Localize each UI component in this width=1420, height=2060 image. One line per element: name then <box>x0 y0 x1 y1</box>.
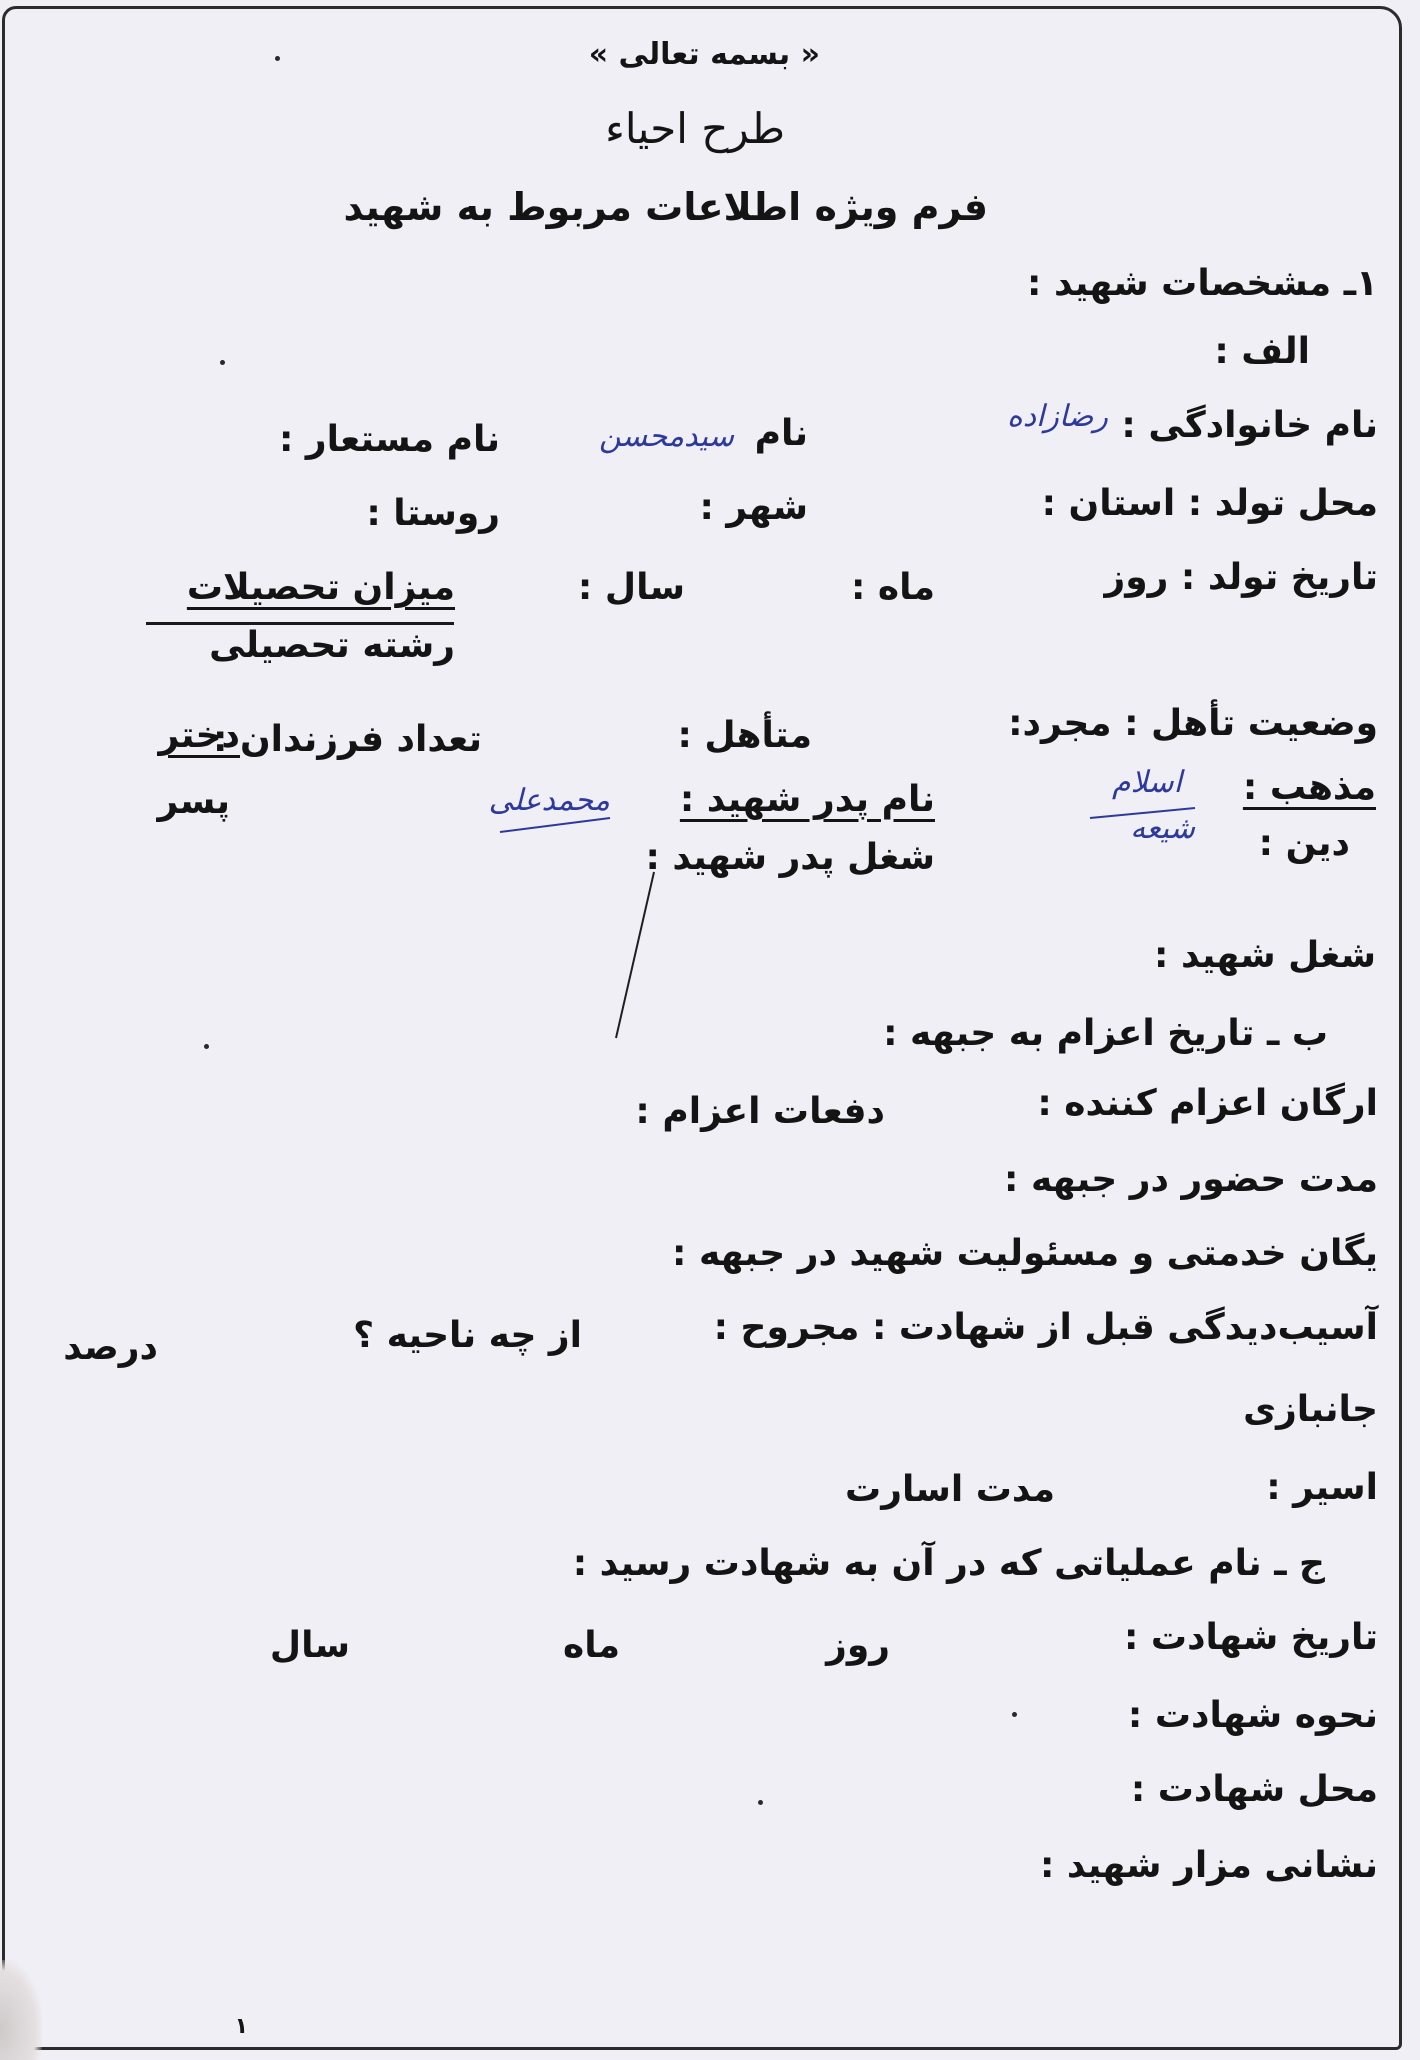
martyrdom-day-label: روز <box>826 1625 890 1666</box>
scan-speck <box>220 360 225 365</box>
field-of-study-label: رشته تحصیلی <box>209 625 455 666</box>
birthplace-label: محل تولد : استان : <box>1041 483 1378 524</box>
place-label: محل شهادت : <box>1130 1769 1378 1810</box>
first-name-value: سیدمحسن <box>599 419 734 454</box>
scan-speck <box>275 56 280 61</box>
martyrdom-year-label: سال <box>269 1625 350 1666</box>
father-name-value: محمدعلی <box>488 783 610 818</box>
sect-label: مذهب : <box>1242 767 1376 808</box>
form-title: فرم ویژه اطلاعات مربوط به شهید <box>343 185 988 229</box>
operation-label: ج ـ نام عملیاتی که در آن به شهادت رسید : <box>572 1543 1325 1584</box>
section-heading: ۱ـ مشخصات شهید : <box>1027 263 1378 304</box>
dispatch-count-label: دفعات اعزام : <box>635 1091 885 1132</box>
first-name-label: نام <box>754 413 808 454</box>
religion-value: اسلام <box>1112 765 1182 800</box>
daughter-label: دختر <box>158 715 240 756</box>
religion-label: دین : <box>1258 823 1350 864</box>
injury-label: آسیب‌دیدگی قبل از شهادت : مجروح : <box>713 1307 1378 1348</box>
last-name-label: نام خانوادگی : <box>1121 405 1378 446</box>
which-area-label: از چه ناحیه ؟ <box>353 1315 582 1356</box>
birthdate-label: تاریخ تولد : روز <box>1104 557 1378 598</box>
village-label: روستا : <box>366 493 500 534</box>
veteran-label: جانبازی <box>1243 1389 1378 1430</box>
unit-label: یگان خدمتی و مسئولیت شهید در جبهه : <box>672 1233 1378 1274</box>
percent-label: درصد <box>63 1327 158 1368</box>
son-label: پسر <box>157 781 230 822</box>
birth-month-label: ماه : <box>851 567 935 608</box>
father-name-label: نام پدر شهید : <box>679 779 935 820</box>
dispatch-org-label: ارگان اعزام کننده : <box>1037 1083 1378 1124</box>
children-label: تعداد فرزندان : <box>213 719 482 760</box>
dispatch-date-label: ب ـ تاریخ اعزام به جبهه : <box>883 1013 1328 1054</box>
alias-label: نام مستعار : <box>278 419 500 460</box>
last-name-value: رضازاده <box>1006 399 1108 434</box>
scan-speck <box>758 1800 763 1805</box>
martyr-job-label: شغل شهید : <box>1154 935 1376 976</box>
martyrdom-month-label: ماه <box>562 1625 620 1666</box>
manner-label: نحوه شهادت : <box>1127 1695 1378 1736</box>
captivity-duration-label: مدت اسارت <box>845 1469 1055 1510</box>
martyrdom-date-label: تاریخ شهادت : <box>1123 1617 1378 1658</box>
married-label: متأهل : <box>677 715 812 756</box>
scan-speck <box>204 1044 209 1049</box>
plan-title: طرح احیاء <box>605 104 785 153</box>
scan-speck <box>1012 1712 1017 1717</box>
sect-value: شیعه <box>1130 811 1195 846</box>
marital-label: وضعیت تأهل : مجرد: <box>1008 703 1378 744</box>
grave-label: نشانی مزار شهید : <box>1039 1845 1378 1886</box>
city-label: شهر : <box>699 487 808 528</box>
scanner-thumb-shadow <box>0 1960 42 2060</box>
education-level-label: میزان تحصیلات <box>186 567 455 608</box>
basmala: « بسمه تعالی » <box>588 37 820 72</box>
front-duration-label: مدت حضور در جبهه : <box>1004 1159 1378 1200</box>
captive-label: اسیر : <box>1266 1467 1378 1508</box>
birth-year-label: سال : <box>577 567 685 608</box>
father-job-label: شغل پدر شهید : <box>645 837 935 878</box>
alef-label: الف : <box>1214 331 1310 372</box>
page-number: ۱ <box>234 2014 248 2039</box>
